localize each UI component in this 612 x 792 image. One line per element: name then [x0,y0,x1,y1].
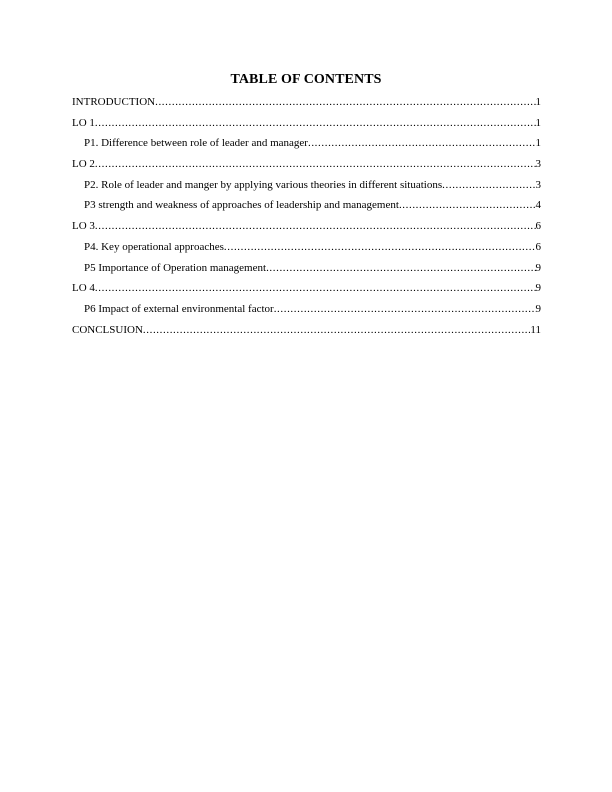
dot-leader [274,302,536,316]
toc-entry-p3[interactable] [72,198,541,219]
toc-entry-lo3[interactable] [72,219,541,240]
toc-entry-lo4[interactable] [72,281,541,302]
toc-entry-page-number: 1 [535,96,541,108]
toc-entry-p4[interactable] [72,240,541,261]
toc-entry-page-number: 1 [535,116,541,129]
toc-list [72,95,541,343]
toc-entry-lo2[interactable] [72,157,541,178]
toc-entry-label: LO 1 [72,116,95,129]
toc-entry-page-number: 6 [535,240,541,253]
toc-entry-conclusion[interactable] [72,323,541,344]
toc-entry-label: INTRODUCTION [72,96,156,108]
toc-entry-p5[interactable] [72,261,541,282]
toc-entry-introduction[interactable] [72,95,541,116]
toc-entry-label: P1. Difference between role of leader and manager [84,137,308,150]
toc-entry-page-number: 9 [535,282,541,295]
toc-entry-p2[interactable] [72,178,541,199]
toc-entry-label: P5 Importance of Operation management [84,261,267,274]
dot-leader [143,323,531,337]
dot-leader [266,261,535,275]
dot-leader [224,240,536,254]
dot-leader [95,281,536,295]
toc-entry-lo1[interactable] [72,116,541,137]
toc-entry-label: P6 Impact of external environmental factor [84,302,274,315]
toc-entry-p6[interactable] [72,302,541,323]
toc-entry-page-number: 6 [535,220,541,233]
toc-entry-label: LO 2 [72,158,95,171]
toc-entry-label: P2. Role of leader and manger by applying various theories in different situations [84,178,443,191]
dot-leader [95,219,536,233]
toc-entry-page-number: 9 [535,261,541,274]
toc-entry-page-number: 9 [535,302,541,315]
dot-leader [399,198,536,212]
toc-title: TABLE OF CONTENTS [230,72,382,87]
toc-entry-label: LO 3 [72,220,95,233]
toc-entry-label: LO 4 [72,282,95,295]
dot-leader [95,116,536,130]
toc-entry-page-number: 1 [535,137,541,150]
toc-entry-page-number: 3 [535,178,541,191]
dot-leader [95,157,536,171]
dot-leader [155,95,535,109]
toc-entry-label: P4. Key operational approaches [84,240,224,253]
toc-entry-page-number: 11 [530,323,541,336]
toc-entry-page-number: 4 [535,199,541,212]
toc-entry-page-number: 3 [535,158,541,171]
toc-entry-label: CONCLSUION [72,323,143,336]
dot-leader [442,178,535,192]
dot-leader [308,136,536,150]
toc-entry-label: P3 strength and weakness of approaches of leadership and management [84,199,399,212]
toc-entry-p1[interactable] [72,136,541,157]
